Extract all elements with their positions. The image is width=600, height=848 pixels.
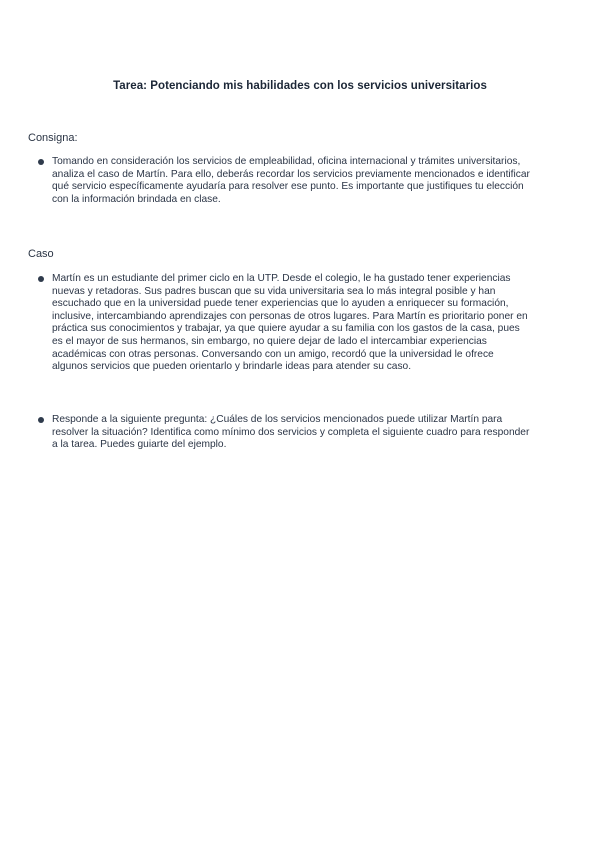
text-line: a la tarea. Puedes guiarte del ejemplo. — [52, 439, 227, 451]
text-line: resolver la situación? Identifica como mínimo dos servicios y completa el siguiente cuadro para responder — [52, 426, 530, 438]
consigna-text — [52, 156, 558, 206]
pregunta-text — [52, 414, 558, 452]
bullet-icon — [38, 276, 44, 282]
consigna-heading: Consigna: — [28, 132, 78, 144]
text-line: inclusive, intercambiando aprendizajes con personas de otros lugares. Para Martín es prioritario poner en — [52, 310, 528, 322]
text-line: analiza el caso de Martín. Para ello, deberás recordar los servicios previamente mencionados e identificar — [52, 168, 530, 180]
text-line: Tomando en consideración los servicios de empleabilidad, oficina internacional y trámites universitarios, — [52, 156, 521, 167]
text-line: qué servicio específicamente ayudaría para resolver ese punto. Es importante que justifiques tu elección — [52, 181, 524, 193]
caso-text — [52, 273, 558, 374]
consigna-item — [38, 156, 558, 206]
document-title: Tarea: Potenciando mis habilidades con los servicios universitarios — [113, 80, 487, 92]
text-line: Martín es un estudiante del primer ciclo en la UTP. Desde el colegio, le ha gustado tener experiencias — [52, 273, 511, 284]
bullet-icon — [38, 417, 44, 423]
pregunta-item — [38, 414, 558, 452]
text-line: nuevas y retadoras. Sus padres buscan que su vida universitaria sea lo más integral posible y han — [52, 285, 496, 297]
bullet-icon — [38, 159, 44, 165]
text-line: con la información brindada en clase. — [52, 193, 221, 205]
text-line: algunos servicios que pueden orientarlo y brindarle ideas para atender su caso. — [52, 361, 412, 373]
text-line: académicas con otras personas. Conversando con un amigo, recordó que la universidad le ofrece — [52, 348, 494, 360]
text-line: práctica sus conocimientos y trabajar, ya que quiere ayudar a su familia con los gastos de la casa, pues — [52, 323, 520, 335]
text-line: es el mayor de sus hermanos, sin embargo, no quiere dejar de lado el intercambiar experiencias — [52, 335, 487, 347]
text-line: escuchado que en la universidad puede tener experiencias que lo ayuden a enriquecer su formación, — [52, 298, 509, 310]
caso-heading: Caso — [28, 248, 54, 260]
text-line: Responde a la siguiente pregunta: ¿Cuáles de los servicios mencionados puede utilizar Martín para — [52, 414, 503, 425]
caso-item — [38, 273, 558, 374]
